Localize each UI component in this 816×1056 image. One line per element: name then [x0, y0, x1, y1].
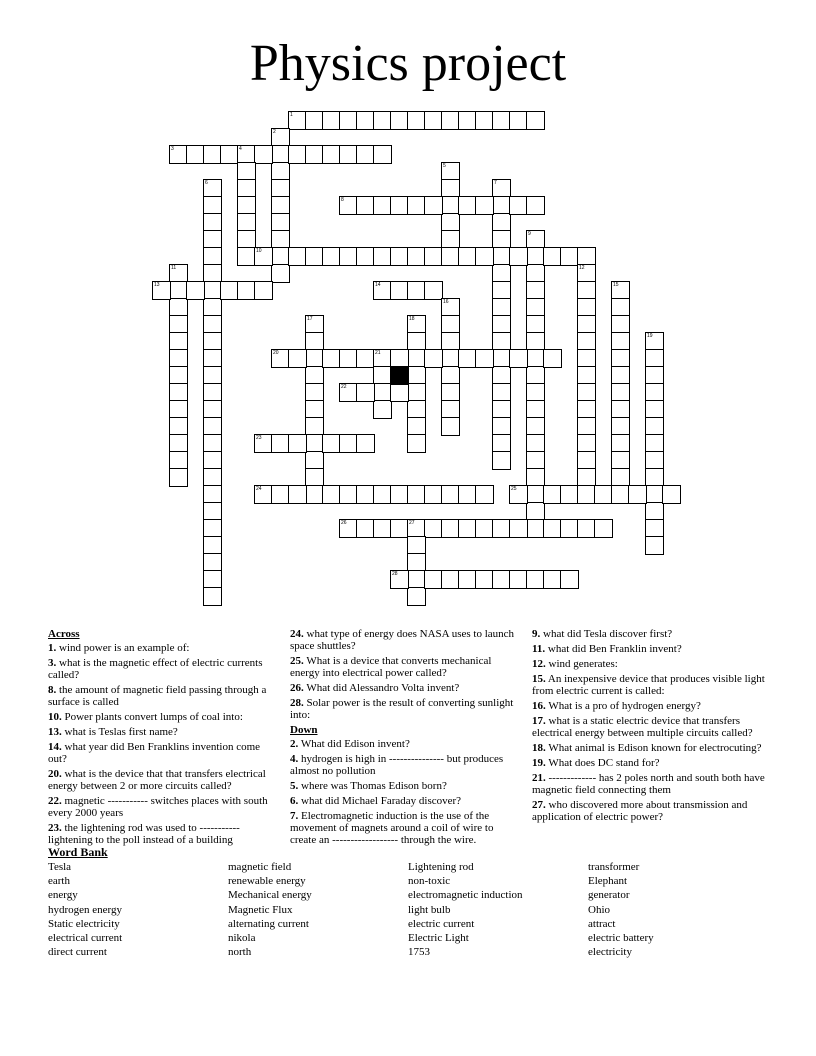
clue-num: 16.	[532, 700, 546, 712]
clue-number: 1	[290, 112, 293, 118]
grid-cell[interactable]	[475, 349, 494, 368]
clue-num: 23.	[48, 822, 62, 834]
clue-text: ------------- has 2 poles north and south both have magnetic field connecting them	[532, 772, 765, 796]
clue-text: An inexpensive device that produces visible light from electric current is called:	[532, 673, 765, 697]
grid-cell[interactable]	[543, 349, 562, 368]
clue-number: 19	[647, 333, 653, 339]
grid-cell[interactable]	[373, 145, 392, 164]
clue-number: 27	[409, 520, 415, 526]
grid-cell[interactable]	[492, 451, 511, 470]
across-clue	[48, 657, 280, 681]
clue-num: 13.	[48, 726, 62, 738]
clue-number: 16	[443, 299, 449, 305]
wordbank-item: renewable energy	[228, 875, 306, 888]
across-clue	[48, 768, 280, 792]
clue-number: 8	[341, 197, 344, 203]
clue-num: 2.	[290, 738, 299, 750]
wordbank-column	[588, 860, 654, 959]
grid-cell[interactable]	[441, 417, 460, 436]
wordbank-item: electric current	[408, 917, 475, 930]
wordbank-item: Static electricity	[48, 917, 120, 930]
down-heading: Down	[290, 724, 318, 736]
clue-number: 28	[392, 571, 398, 577]
down-clue	[532, 673, 772, 697]
clue-number: 9	[528, 231, 531, 237]
grid-cell[interactable]	[288, 349, 307, 368]
wordbank-item: non-toxic	[408, 875, 451, 888]
blocked-cell	[390, 366, 409, 385]
down-clue	[532, 628, 772, 640]
across-clue	[48, 711, 280, 723]
clue-num: 3.	[48, 657, 57, 669]
across-clue	[48, 684, 280, 708]
clue-number: 4	[239, 146, 242, 152]
wordbank-item: direct current	[48, 946, 107, 959]
clue-num: 8.	[48, 684, 57, 696]
clue-text: the amount of magnetic field passing through a surface is called	[48, 684, 267, 708]
clue-text: what is Teslas first name?	[64, 726, 178, 738]
across-clue	[290, 655, 522, 679]
clue-text: what did Ben Franklin invent?	[547, 643, 682, 655]
clue-number: 10	[256, 248, 262, 254]
grid-cell[interactable]	[407, 587, 426, 606]
wordbank-item: electrical current	[48, 932, 123, 945]
clue-number: 26	[341, 520, 347, 526]
wordbank-item: generator	[588, 889, 630, 902]
wordbank-column	[48, 860, 122, 959]
clue-text: What is a device that converts mechanical energy into electrical power called?	[290, 655, 492, 679]
clue-num: 28.	[290, 697, 304, 709]
wordbank-heading: Word Bank	[48, 845, 108, 859]
clue-num: 10.	[48, 711, 62, 723]
down-clue	[290, 753, 522, 777]
clue-number: 24	[256, 486, 262, 492]
clue-number: 13	[154, 282, 160, 288]
wordbank-item: magnetic field	[228, 861, 292, 873]
down-clue	[532, 799, 772, 823]
wordbank-column	[228, 860, 312, 959]
clue-text: What does DC stand for?	[548, 757, 660, 769]
clue-num: 22.	[48, 795, 62, 807]
across-clue	[48, 822, 280, 846]
clue-text: Electromagnetic induction is the use of the movement of magnets around a coil of wire to create an ------------------ through the wire.	[290, 810, 494, 846]
grid-cell[interactable]	[424, 349, 443, 368]
grid-cell[interactable]	[526, 196, 545, 215]
clue-text: who discovered more about transmission and application of electric power?	[532, 799, 748, 823]
down-clue	[290, 738, 522, 750]
clue-num: 1.	[48, 642, 57, 654]
clue-text: what is the device that that transfers electrical energy between 2 or more circuits called?	[48, 768, 266, 792]
wordbank-item: nikola	[228, 932, 256, 945]
clue-text: what did Tesla discover first?	[543, 628, 673, 640]
wordbank-item: north	[228, 946, 252, 959]
clue-text: what did Michael Faraday discover?	[301, 795, 462, 807]
grid-cell[interactable]	[152, 281, 171, 300]
clue-text: Solar power is the result of converting sunlight into:	[290, 697, 514, 721]
grid-cell[interactable]	[169, 468, 188, 487]
grid-cell[interactable]	[356, 383, 375, 402]
clues-column-1	[48, 628, 280, 849]
down-clue	[532, 658, 772, 670]
clue-number: 21	[375, 350, 381, 356]
across-clue	[48, 741, 280, 765]
across-clue	[290, 697, 522, 721]
grid-cell[interactable]	[509, 247, 528, 266]
clue-num: 6.	[290, 795, 299, 807]
clue-number: 7	[494, 180, 497, 186]
page-title: Physics project	[249, 35, 567, 92]
grid-cell[interactable]	[509, 485, 528, 504]
down-clue	[290, 810, 522, 846]
down-clue	[532, 757, 772, 769]
down-clue	[532, 700, 772, 712]
clue-num: 17.	[532, 715, 546, 727]
clue-num: 18.	[532, 742, 546, 754]
clue-num: 19.	[532, 757, 546, 769]
wordbank-item: hydrogen energy	[48, 903, 123, 916]
wordbank-item: alternating current	[228, 917, 309, 930]
down-clue	[532, 772, 772, 796]
wordbank-item: energy	[48, 889, 78, 902]
grid-cell[interactable]	[186, 281, 205, 300]
across-clue	[48, 795, 280, 819]
clue-text: what type of energy does NASA uses to launch space shuttles?	[290, 628, 515, 652]
clues-column-2	[290, 628, 522, 849]
grid-cell[interactable]	[390, 383, 409, 402]
grid-cell[interactable]	[356, 434, 375, 453]
clue-num: 21.	[532, 772, 546, 784]
wordbank-item: Electric Light	[408, 932, 469, 945]
grid-cell[interactable]	[288, 485, 307, 504]
grid-cell[interactable]	[254, 145, 273, 164]
grid-cell[interactable]	[373, 400, 392, 419]
down-clue	[532, 643, 772, 655]
clue-num: 24.	[290, 628, 304, 640]
grid-cell[interactable]	[594, 519, 613, 538]
clue-number: 22	[341, 384, 347, 390]
clue-number: 2	[273, 129, 276, 135]
clue-text: what is the magnetic effect of electric currents called?	[48, 657, 263, 681]
clue-text: What did Edison invent?	[300, 738, 410, 750]
grid-cell[interactable]	[662, 485, 681, 504]
clue-text: What is a pro of hydrogen energy?	[548, 700, 701, 712]
clue-num: 20.	[48, 768, 62, 780]
clue-number: 20	[273, 350, 279, 356]
clue-num: 9.	[532, 628, 541, 640]
grid-cell[interactable]	[509, 519, 528, 538]
clue-num: 27.	[532, 799, 546, 811]
wordbank-item: 1753	[408, 946, 430, 959]
clue-text: wind power is an example of:	[59, 642, 190, 654]
down-clue	[532, 742, 772, 754]
wordbank-item: light bulb	[408, 903, 451, 916]
clue-number: 14	[375, 282, 381, 288]
clues-column-3	[532, 628, 772, 826]
clue-num: 5.	[290, 780, 299, 792]
clue-num: 12.	[532, 658, 546, 670]
clue-num: 7.	[290, 810, 299, 822]
grid-cell[interactable]	[254, 281, 273, 300]
grid-cell[interactable]	[526, 111, 545, 130]
clue-number: 12	[579, 265, 585, 271]
grid-cell[interactable]	[475, 196, 494, 215]
clue-text: magnetic ----------- switches places with south every 2000 years	[48, 795, 268, 819]
wordbank-column	[408, 860, 523, 959]
wordbank-item: Tesla	[48, 861, 72, 873]
clue-text: the lightening rod was used to ----------- lightening to the poll instead of a building	[48, 822, 240, 846]
wordbank-item: transformer	[588, 861, 640, 873]
clue-num: 25.	[290, 655, 304, 667]
clue-text: wind generates:	[548, 658, 618, 670]
clue-text: what year did Ben Franklins invention come out?	[48, 741, 261, 765]
clue-number: 3	[171, 146, 174, 152]
across-clue	[48, 642, 280, 654]
wordbank-item: electromagnetic induction	[408, 889, 523, 902]
down-clue	[290, 795, 522, 807]
wordbank-item: Elephant	[588, 875, 628, 888]
clue-num: 11.	[532, 643, 546, 655]
across-clue	[290, 628, 522, 652]
clue-number: 17	[307, 316, 313, 322]
grid-cell[interactable]	[560, 570, 579, 589]
clue-text: What animal is Edison known for electrocuting?	[548, 742, 762, 754]
grid-cell[interactable]	[407, 434, 426, 453]
clue-text: where was Thomas Edison born?	[301, 780, 447, 792]
clue-num: 4.	[290, 753, 299, 765]
clue-num: 14.	[48, 741, 62, 753]
wordbank-item: Mechanical energy	[228, 889, 312, 902]
grid-cell[interactable]	[288, 434, 307, 453]
wordbank-item: Ohio	[588, 903, 610, 916]
wordbank-item: electric battery	[588, 932, 654, 945]
clue-number: 15	[613, 282, 619, 288]
clue-number: 23	[256, 435, 262, 441]
clue-text: hydrogen is high in --------------- but produces almost no pollution	[290, 753, 504, 777]
clue-number: 18	[409, 316, 415, 322]
clue-text: What did Alessandro Volta invent?	[306, 682, 460, 694]
grid-cell[interactable]	[628, 485, 647, 504]
grid-cell[interactable]	[509, 349, 528, 368]
clue-number: 6	[205, 180, 208, 186]
wordbank-item: electricity	[588, 946, 632, 959]
grid-cell[interactable]	[390, 570, 409, 589]
grid-cell[interactable]	[271, 264, 290, 283]
wordbank-item: Lightening rod	[408, 861, 474, 873]
down-clue	[532, 715, 772, 739]
wordbank-item: attract	[588, 917, 616, 930]
across-clue	[48, 726, 280, 738]
clue-number: 5	[443, 163, 446, 169]
grid-cell[interactable]	[475, 485, 494, 504]
clue-number: 11	[171, 265, 177, 271]
across-clue	[290, 682, 522, 694]
clue-number: 25	[511, 486, 517, 492]
grid-cell[interactable]	[203, 587, 222, 606]
wordbank-item: Magnetic Flux	[228, 903, 293, 916]
down-clue	[290, 780, 522, 792]
clue-text: Power plants convert lumps of coal into:	[64, 711, 243, 723]
across-heading: Across	[48, 628, 80, 640]
grid-cell[interactable]	[254, 247, 273, 266]
clue-text: what is a static electric device that transfers electrical energy between multiple circuits called?	[532, 715, 753, 739]
clue-num: 15.	[532, 673, 546, 685]
grid-cell[interactable]	[424, 196, 443, 215]
grid-cell[interactable]	[645, 536, 664, 555]
wordbank-item: earth	[48, 875, 70, 888]
clue-num: 26.	[290, 682, 304, 694]
grid-cell[interactable]	[475, 247, 494, 266]
